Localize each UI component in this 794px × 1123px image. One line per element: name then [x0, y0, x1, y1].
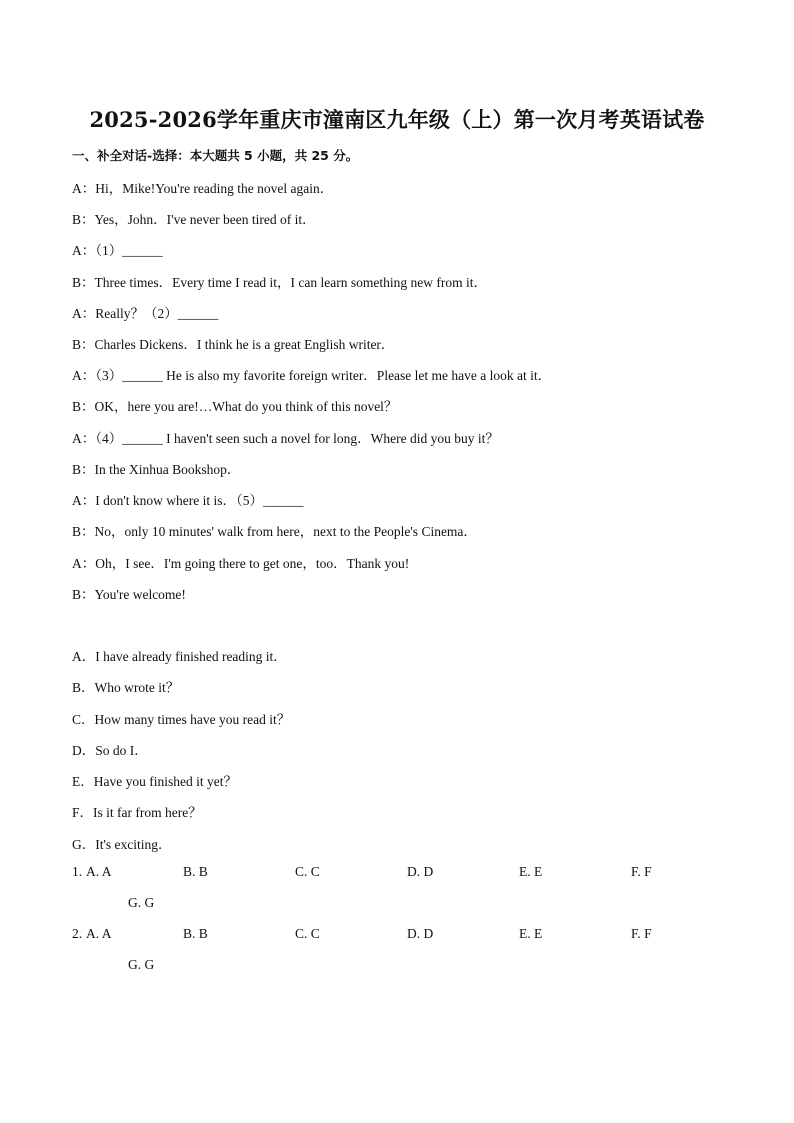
dialogue-line: B：Yes，John．I've never been tired of it．: [72, 212, 316, 227]
question-2-options-row2: [72, 957, 752, 977]
dialogue-line: B：You're welcome!: [72, 587, 186, 602]
option-d[interactable]: D. D: [407, 926, 434, 941]
choice-item: G．It's exciting．: [72, 837, 172, 852]
dialogue-line: B：OK，here you are!…What do you think of this novel？: [72, 399, 398, 414]
page-title: 2025-2026学年重庆市潼南区九年级（上）第一次月考英语试卷: [89, 107, 705, 132]
question-2-options: [72, 926, 752, 946]
option-e[interactable]: E. E: [519, 864, 543, 879]
dialogue-line: A：Oh，I see．I'm going there to get one，too．Thank you!: [72, 556, 410, 571]
dialogue-line: A：Hi，Mike!You're reading the novel again．: [72, 181, 334, 196]
option-a[interactable]: A. A: [86, 926, 112, 941]
question-1-options-row2: [72, 895, 752, 915]
question-1-options: [72, 864, 752, 884]
choice-item: A．I have already finished reading it．: [72, 649, 287, 664]
option-b[interactable]: B. B: [183, 864, 208, 879]
option-c[interactable]: C. C: [295, 926, 320, 941]
section-heading: 一、补全对话-选择：本大题共 5 小题，共 25 分。: [72, 148, 359, 163]
question-number: 1.: [72, 864, 83, 879]
dialogue-line: B：No，only 10 minutes' walk from here，next to the People's Cinema．: [72, 524, 477, 539]
option-b[interactable]: B. B: [183, 926, 208, 941]
choice-item: B．Who wrote it？: [72, 680, 180, 695]
option-e[interactable]: E. E: [519, 926, 543, 941]
choice-item: E．Have you finished it yet？: [72, 774, 237, 789]
choice-item: C．How many times have you read it？: [72, 712, 291, 727]
option-c[interactable]: C. C: [295, 864, 320, 879]
dialogue-line: A：I don't know where it is．（5）______: [72, 493, 304, 508]
option-f[interactable]: F. F: [631, 926, 652, 941]
choice-item: F．Is it far from here？: [72, 805, 202, 820]
option-f[interactable]: F. F: [631, 864, 652, 879]
choice-item: D．So do I．: [72, 743, 148, 758]
option-g[interactable]: G. G: [128, 957, 155, 972]
option-d[interactable]: D. D: [407, 864, 434, 879]
dialogue-line: A：Really？（2）______: [72, 306, 219, 321]
dialogue-line: A：（1）______: [72, 243, 163, 258]
question-number: 2.: [72, 926, 83, 941]
option-a[interactable]: A. A: [86, 864, 112, 879]
option-g[interactable]: G. G: [128, 895, 155, 910]
dialogue-line: B：Charles Dickens．I think he is a great English writer．: [72, 337, 395, 352]
dialogue-line: A：（3）______ He is also my favorite foreign writer．Please let me have a look at it．: [72, 368, 552, 383]
dialogue-line: B：In the Xinhua Bookshop．: [72, 462, 241, 477]
dialogue-line: A：（4）______ I haven't seen such a novel for long．Where did you buy it？: [72, 431, 499, 446]
dialogue-line: B：Three times．Every time I read it，I can learn something new from it．: [72, 275, 487, 290]
